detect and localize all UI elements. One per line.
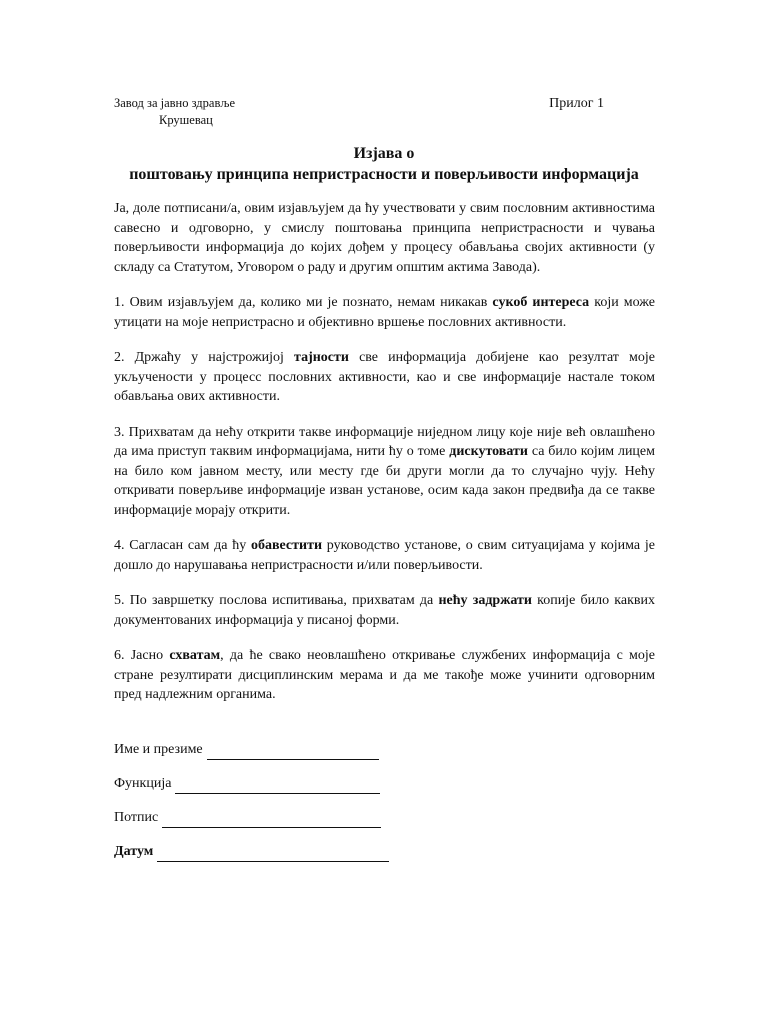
document-header [114, 96, 604, 130]
item-text: 5. По завршетку послова испитивања, прихватам да [114, 593, 439, 608]
name-field-label: Име и презиме [114, 742, 203, 757]
declaration-item-2 [114, 348, 655, 407]
signature-field-label: Потпис [114, 810, 159, 825]
item-text: са било којим лицем на било ком јавном месту, или месту где би други могли да то случајно чују. Нећу откривати поверљиве информације изван установе, осим када закон предвиђа да се такве информације морају открити. [114, 444, 656, 518]
declaration-item-5 [114, 591, 655, 630]
declaration-item-1 [114, 293, 655, 332]
item-emphasis: дискутовати [449, 444, 528, 459]
item-emphasis: тајности [294, 350, 349, 365]
item-text: 3. Прихватам да нећу открити такве информације ниједном лицу које није већ овлашћено да има приступ таквим информацијама, нити ћу о томе [114, 424, 655, 459]
name-field-row [114, 740, 534, 774]
date-field-row [114, 842, 534, 876]
declaration-item-4 [114, 536, 655, 575]
annex-label: Прилог 1 [549, 96, 604, 111]
item-text: , да ће свако неовлашћено откривање службених информација с моје стране резултирати дисциплинским мерама и да ме такође може учинити одговорним пред надлежним органима. [114, 648, 655, 702]
date-field-line[interactable] [157, 845, 389, 862]
declaration-item-3 [114, 423, 655, 521]
document-title [100, 143, 668, 185]
item-text: 4. Сагласан сам да ћу [114, 538, 251, 553]
item-emphasis: схватам [169, 648, 221, 663]
item-emphasis: обавестити [250, 538, 323, 553]
title-line-2: поштовању принципа непристрасности и поверљивости информација [129, 166, 639, 183]
item-text: копије било каквих документованих информација у писаној форми. [114, 593, 655, 628]
item-text: 2. Држаћу у најстрожијој [114, 350, 295, 365]
item-text: 6. Јасно [114, 648, 170, 663]
name-field-line[interactable] [207, 743, 379, 760]
date-field-label: Датум [114, 844, 154, 859]
organization-city: Крушевац [159, 113, 213, 127]
item-text: све информација добијене као резултат моје укључености у процесс пословних активности, као и све информације настале током обављања ових активности. [114, 350, 655, 404]
item-text: 1. Овим изјављујем да, колико ми је познато, немам никакав [114, 295, 493, 310]
intro-paragraph: Ја, доле потписани/а, овим изјављујем да ћу учествовати у свим пословним активностима савесно и одговорно, у смислу поштовања принципа непристрасности и чувања поверљивости информација до којих дођем у процесу обављања својих активности (у складу са Статутом, Уговором о раду и другим општим актима Завода). [114, 201, 655, 275]
function-field-row [114, 774, 534, 808]
signature-fields [114, 740, 534, 876]
function-field-line[interactable] [175, 777, 380, 794]
signature-field-row [114, 808, 534, 842]
item-text: који може утицати на моје непристрасно и објективно вршење пословних активности. [114, 295, 656, 330]
title-line-1: Изјава о [353, 145, 415, 162]
item-emphasis: нећу задржати [438, 593, 532, 608]
organization-name: Завод за јавно здравље [114, 96, 236, 110]
item-text: руководство установе, о свим ситуацијама у којима је дошло до нарушавања непристрасности и/или поверљивости. [114, 538, 655, 573]
item-emphasis: сукоб интереса [492, 295, 590, 310]
declaration-body [114, 199, 655, 721]
function-field-label: Функција [114, 776, 172, 791]
signature-field-line[interactable] [162, 811, 381, 828]
declaration-item-6 [114, 646, 655, 705]
